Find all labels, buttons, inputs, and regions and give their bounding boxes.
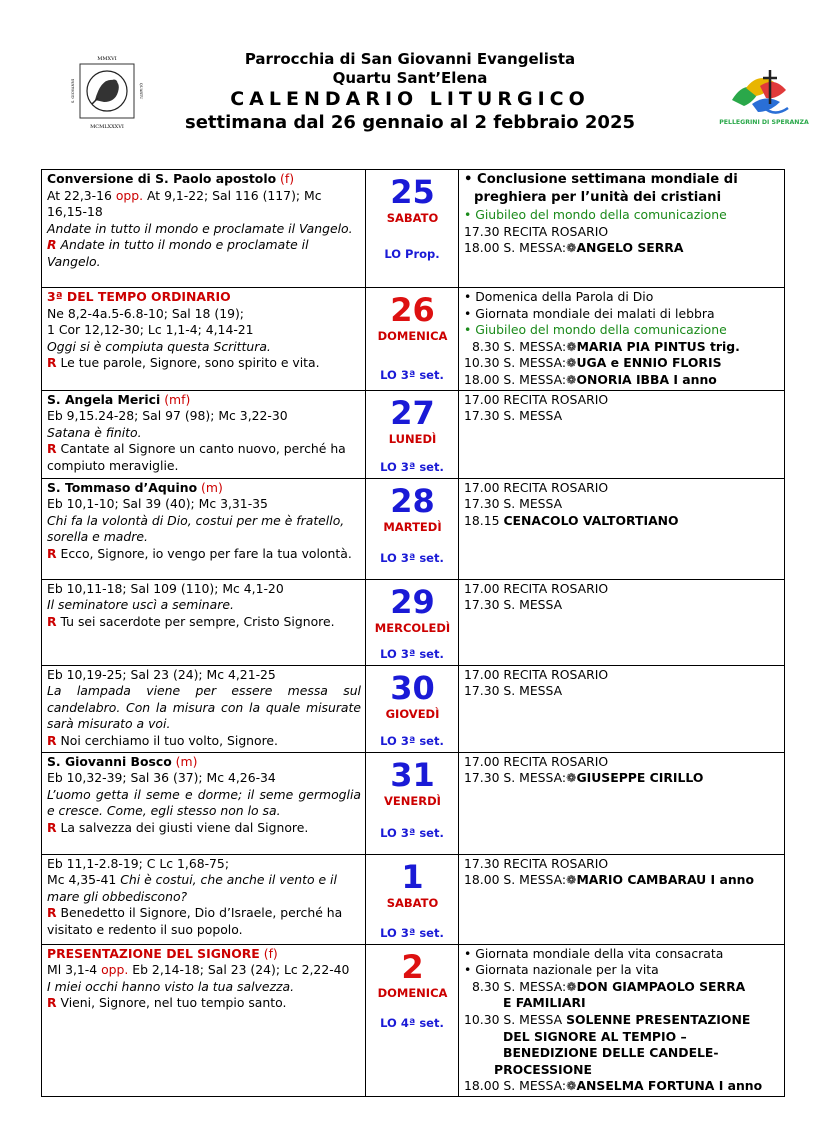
event-line: 17.00 RECITA ROSARIO xyxy=(464,391,609,407)
event-note: • Giubileo del mondo della comunicazione xyxy=(464,322,727,338)
response-marker: R xyxy=(47,732,57,748)
table-row xyxy=(42,854,785,944)
event-line: 17.00 RECITA ROSARIO xyxy=(464,666,609,682)
response-marker: R xyxy=(47,441,57,457)
reading-ref: At 9,1-22; Sal 116 (117); Mc 16,15-18 xyxy=(47,187,322,220)
table-row xyxy=(42,579,785,665)
date-cell xyxy=(366,288,459,391)
date-cell xyxy=(366,478,459,579)
feast-name: S. Tommaso d’Aquino xyxy=(47,479,198,495)
event-note: • Giornata nazionale per la vita xyxy=(464,962,659,978)
reading-ref: Eb 2,14-18; Sal 23 (24); Lc 2,22-40 xyxy=(132,962,350,978)
reading-ref: At 22,3-16 xyxy=(47,187,112,203)
event-line: 17.30 S. MESSA xyxy=(464,496,563,512)
liturgy-hours-label: LO 3ª set. xyxy=(380,925,444,940)
liturgy-hours-label: LO 3ª set. xyxy=(380,825,444,840)
date-cell xyxy=(366,944,459,1096)
psalm-response: Benedetto il Signore, Dio d’Israele, perché ha visitato e redento il suo popolo. xyxy=(47,905,343,937)
liturgy-hours-label: LO 3ª set. xyxy=(380,646,444,661)
day-of-week: GIOVEDÌ xyxy=(385,706,440,721)
gospel-antiphon: Andate in tutto il mondo e proclamate il Vangelo. xyxy=(47,220,353,236)
liturgy-hours-label: LO 4ª set. xyxy=(380,1015,444,1030)
reading-ref: Eb 10,1-10; Sal 39 (40); Mc 3,31-35 xyxy=(47,496,268,512)
day-of-week: SABATO xyxy=(386,211,439,225)
day-number: 1 xyxy=(401,857,424,896)
reading-ref: Eb 9,15.24-28; Sal 97 (98); Mc 3,22-30 xyxy=(47,408,288,424)
event-line: 17.30 RECITA ROSARIO xyxy=(464,855,609,871)
event-line: 17.30 S. MESSA xyxy=(464,683,563,699)
gospel-antiphon: Chi fa la volontà di Dio, costui per me è fratello, sorella e madre. xyxy=(47,512,345,545)
day-of-week: DOMENICA xyxy=(377,329,448,343)
table-row xyxy=(42,288,785,391)
day-of-week: MERCOLEDÌ xyxy=(374,620,451,635)
events-cell xyxy=(459,752,785,854)
event-line: 17.30 S. MESSA:❁GIUSEPPE CIRILLO xyxy=(464,770,704,786)
gospel-antiphon: L’uomo getta il seme e dorme; il seme germoglia e cresce. Come, egli stesso non lo sa. xyxy=(47,786,361,819)
psalm-response: Andate in tutto il mondo e proclamate il Vangelo. xyxy=(47,237,309,269)
day-of-week: VENERDÌ xyxy=(384,793,441,808)
event-line: 18.00 S. MESSA:❁ANGELO SERRA xyxy=(464,240,684,256)
psalm-response: Vieni, Signore, nel tuo tempio santo. xyxy=(60,995,287,1011)
psalm-response: La salvezza dei giusti viene dal Signore. xyxy=(60,819,309,835)
liturgy-hours-label: LO 3ª set. xyxy=(380,459,444,474)
event-line: 17.30 RECITA ROSARIO xyxy=(464,223,609,239)
opp-label: opp. xyxy=(115,187,144,203)
response-marker: R xyxy=(47,819,57,835)
event-line: 17.30 S. MESSA xyxy=(464,597,563,613)
gospel-antiphon: La lampada viene per essere messa sul candelabro. Con la misura con la quale misurate sarà misurato a voi. xyxy=(47,683,361,732)
event-line: 10.30 S. MESSA:❁UGA e ENNIO FLORIS xyxy=(464,355,722,371)
day-of-week: DOMENICA xyxy=(377,985,448,1000)
feast-rank: (mf) xyxy=(164,391,191,407)
svg-text:PELLEGRINI DI SPERANZA: PELLEGRINI DI SPERANZA xyxy=(719,119,809,126)
event-note: • Giornata mondiale dei malati di lebbra xyxy=(464,305,715,321)
readings-cell xyxy=(42,944,366,1096)
table-row xyxy=(42,390,785,478)
readings-cell xyxy=(42,288,366,391)
psalm-response: Ecco, Signore, io vengo per fare la tua volontà. xyxy=(60,545,352,561)
feast-name: 3ª DEL TEMPO ORDINARIO xyxy=(47,289,231,304)
response-marker: R xyxy=(47,545,57,561)
day-number: 29 xyxy=(390,582,435,621)
day-number: 2 xyxy=(401,947,424,986)
readings-cell xyxy=(42,665,366,752)
svg-text:MCMLXXXVI: MCMLXXXVI xyxy=(90,124,124,130)
event-line: PROCESSIONE xyxy=(494,1061,592,1077)
event-line: 8.30 S. MESSA:❁DON GIAMPAOLO SERRA xyxy=(472,978,746,994)
feast-rank: (f) xyxy=(263,945,278,961)
readings-cell xyxy=(42,390,366,478)
events-cell xyxy=(459,390,785,478)
day-number: 28 xyxy=(390,481,435,520)
jubilee-logo xyxy=(719,60,809,126)
feast-name: S. Angela Merici xyxy=(47,391,161,407)
event-note: • Giornata mondiale della vita consacrata xyxy=(464,945,724,961)
page-header xyxy=(0,50,820,135)
events-cell xyxy=(459,854,785,944)
liturgy-hours-label: LO 3ª set. xyxy=(380,550,444,565)
date-cell xyxy=(366,665,459,752)
response-marker: R xyxy=(47,237,57,253)
table-row xyxy=(42,478,785,579)
event-line: E FAMILIARI xyxy=(503,995,586,1011)
table-row xyxy=(42,170,785,288)
response-marker: R xyxy=(47,613,57,629)
day-number: 31 xyxy=(390,755,435,794)
events-cell xyxy=(459,478,785,579)
day-number: 26 xyxy=(390,291,435,329)
reading-ref: Ne 8,2-4a.5-6.8-10; Sal 18 (19); xyxy=(47,305,244,321)
readings-cell xyxy=(42,752,366,854)
day-number: 30 xyxy=(390,668,435,707)
readings-cell xyxy=(42,854,366,944)
table-row xyxy=(42,752,785,854)
events-cell xyxy=(459,665,785,752)
svg-text:MMXVI: MMXVI xyxy=(97,56,117,62)
calendar-title: CALENDARIO LITURGICO xyxy=(230,88,590,110)
reading-ref: Ml 3,1-4 xyxy=(47,962,98,978)
feast-name: S. Giovanni Bosco xyxy=(47,753,172,769)
parish-name: Parrocchia di San Giovanni Evangelista xyxy=(244,50,576,68)
event-note: • Giubileo del mondo della comunicazione xyxy=(464,207,727,222)
psalm-response: Noi cerchiamo il tuo volto, Signore. xyxy=(60,732,278,748)
feast-rank: (m) xyxy=(201,479,223,495)
svg-text:S. GIOVANNI: S. GIOVANNI xyxy=(71,78,75,104)
date-cell xyxy=(366,579,459,665)
feast-name: PRESENTAZIONE DEL SIGNORE xyxy=(47,945,260,961)
event-note: • Domenica della Parola di Dio xyxy=(464,289,654,304)
day-of-week: SABATO xyxy=(386,895,439,910)
events-cell xyxy=(459,170,785,288)
event-line: 18.00 S. MESSA:❁ANSELMA FORTUNA I anno xyxy=(464,1078,763,1094)
event-line: 17.30 S. MESSA xyxy=(464,408,563,424)
day-number: 25 xyxy=(390,173,435,211)
reading-ref: Eb 11,1-2.8-19; C Lc 1,68-75; xyxy=(47,855,229,871)
event-line: 18.15 CENACOLO VALTORTIANO xyxy=(464,512,679,528)
gospel-antiphon: I miei occhi hanno visto la tua salvezza. xyxy=(47,978,295,994)
feast-name: Conversione di S. Paolo apostolo xyxy=(47,171,277,186)
event-line: BENEDIZIONE DELLE CANDELE- xyxy=(503,1045,719,1061)
date-cell xyxy=(366,170,459,288)
psalm-response: Tu sei sacerdote per sempre, Cristo Signore. xyxy=(60,613,335,629)
event-note: • Conclusione settimana mondiale di preghiera per l’unità dei cristiani xyxy=(464,172,738,205)
gospel-antiphon: Chi è costui, che anche il vento e il mare gli obbediscono? xyxy=(47,872,337,904)
svg-text:QUARTU: QUARTU xyxy=(139,82,143,100)
event-line: 17.00 RECITA ROSARIO xyxy=(464,753,609,769)
event-line: 18.00 S. MESSA:❁ONORIA IBBA I anno xyxy=(464,371,717,387)
event-line: 10.30 S. MESSA SOLENNE PRESENTAZIONE xyxy=(464,1011,751,1027)
gospel-antiphon: Il seminatore uscì a seminare. xyxy=(47,597,234,613)
day-number: 27 xyxy=(390,393,435,432)
liturgy-hours-label: LO 3ª set. xyxy=(380,367,444,382)
date-cell xyxy=(366,752,459,854)
day-of-week: LUNEDÌ xyxy=(388,431,437,446)
response-marker: R xyxy=(47,905,57,921)
table-row xyxy=(42,944,785,1096)
reading-ref: Eb 10,11-18; Sal 109 (110); Mc 4,1-20 xyxy=(47,580,284,596)
week-range: settimana dal 26 gennaio al 2 febbraio 2025 xyxy=(185,112,635,133)
gospel-antiphon: Satana è finito. xyxy=(47,424,142,440)
table-row xyxy=(42,665,785,752)
readings-cell xyxy=(42,579,366,665)
readings-cell xyxy=(42,478,366,579)
psalm-response: Cantate al Signore un canto nuovo, perché ha compiuto meraviglie. xyxy=(47,441,346,473)
opp-label: opp. xyxy=(101,962,129,978)
day-of-week: MARTEDÌ xyxy=(383,519,442,534)
event-line: 8.30 S. MESSA:❁MARIA PIA PINTUS trig. xyxy=(472,338,740,354)
reading-ref: 1 Cor 12,12-30; Lc 1,1-4; 4,14-21 xyxy=(47,322,254,338)
reading-ref: Eb 10,19-25; Sal 23 (24); Mc 4,21-25 xyxy=(47,666,276,682)
events-cell xyxy=(459,288,785,391)
events-cell xyxy=(459,944,785,1096)
reading-ref: Mc 4,35-41 xyxy=(47,872,117,888)
event-line: 18.00 S. MESSA:❁MARIO CAMBARAU I anno xyxy=(464,872,754,888)
town-name: Quartu Sant’Elena xyxy=(332,69,488,87)
event-line: 17.00 RECITA ROSARIO xyxy=(464,580,609,596)
gospel-antiphon: Oggi si è compiuta questa Scrittura. xyxy=(47,338,271,354)
response-marker: R xyxy=(47,355,57,371)
response-marker: R xyxy=(47,995,57,1011)
events-cell xyxy=(459,579,785,665)
feast-rank: (m) xyxy=(175,753,198,769)
psalm-response: Le tue parole, Signore, sono spirito e vita. xyxy=(60,355,320,371)
date-cell xyxy=(366,854,459,944)
feast-rank: (f) xyxy=(280,171,295,186)
reading-ref: Eb 10,32-39; Sal 36 (37); Mc 4,26-34 xyxy=(47,770,276,786)
liturgy-hours-label: LO 3ª set. xyxy=(380,733,444,748)
liturgical-calendar-table xyxy=(41,169,785,1097)
date-cell xyxy=(366,390,459,478)
readings-cell xyxy=(42,170,366,288)
liturgy-hours-label: LO Prop. xyxy=(384,247,440,262)
event-line: 17.00 RECITA ROSARIO xyxy=(464,479,609,495)
event-line: DEL SIGNORE AL TEMPIO – xyxy=(503,1028,687,1044)
